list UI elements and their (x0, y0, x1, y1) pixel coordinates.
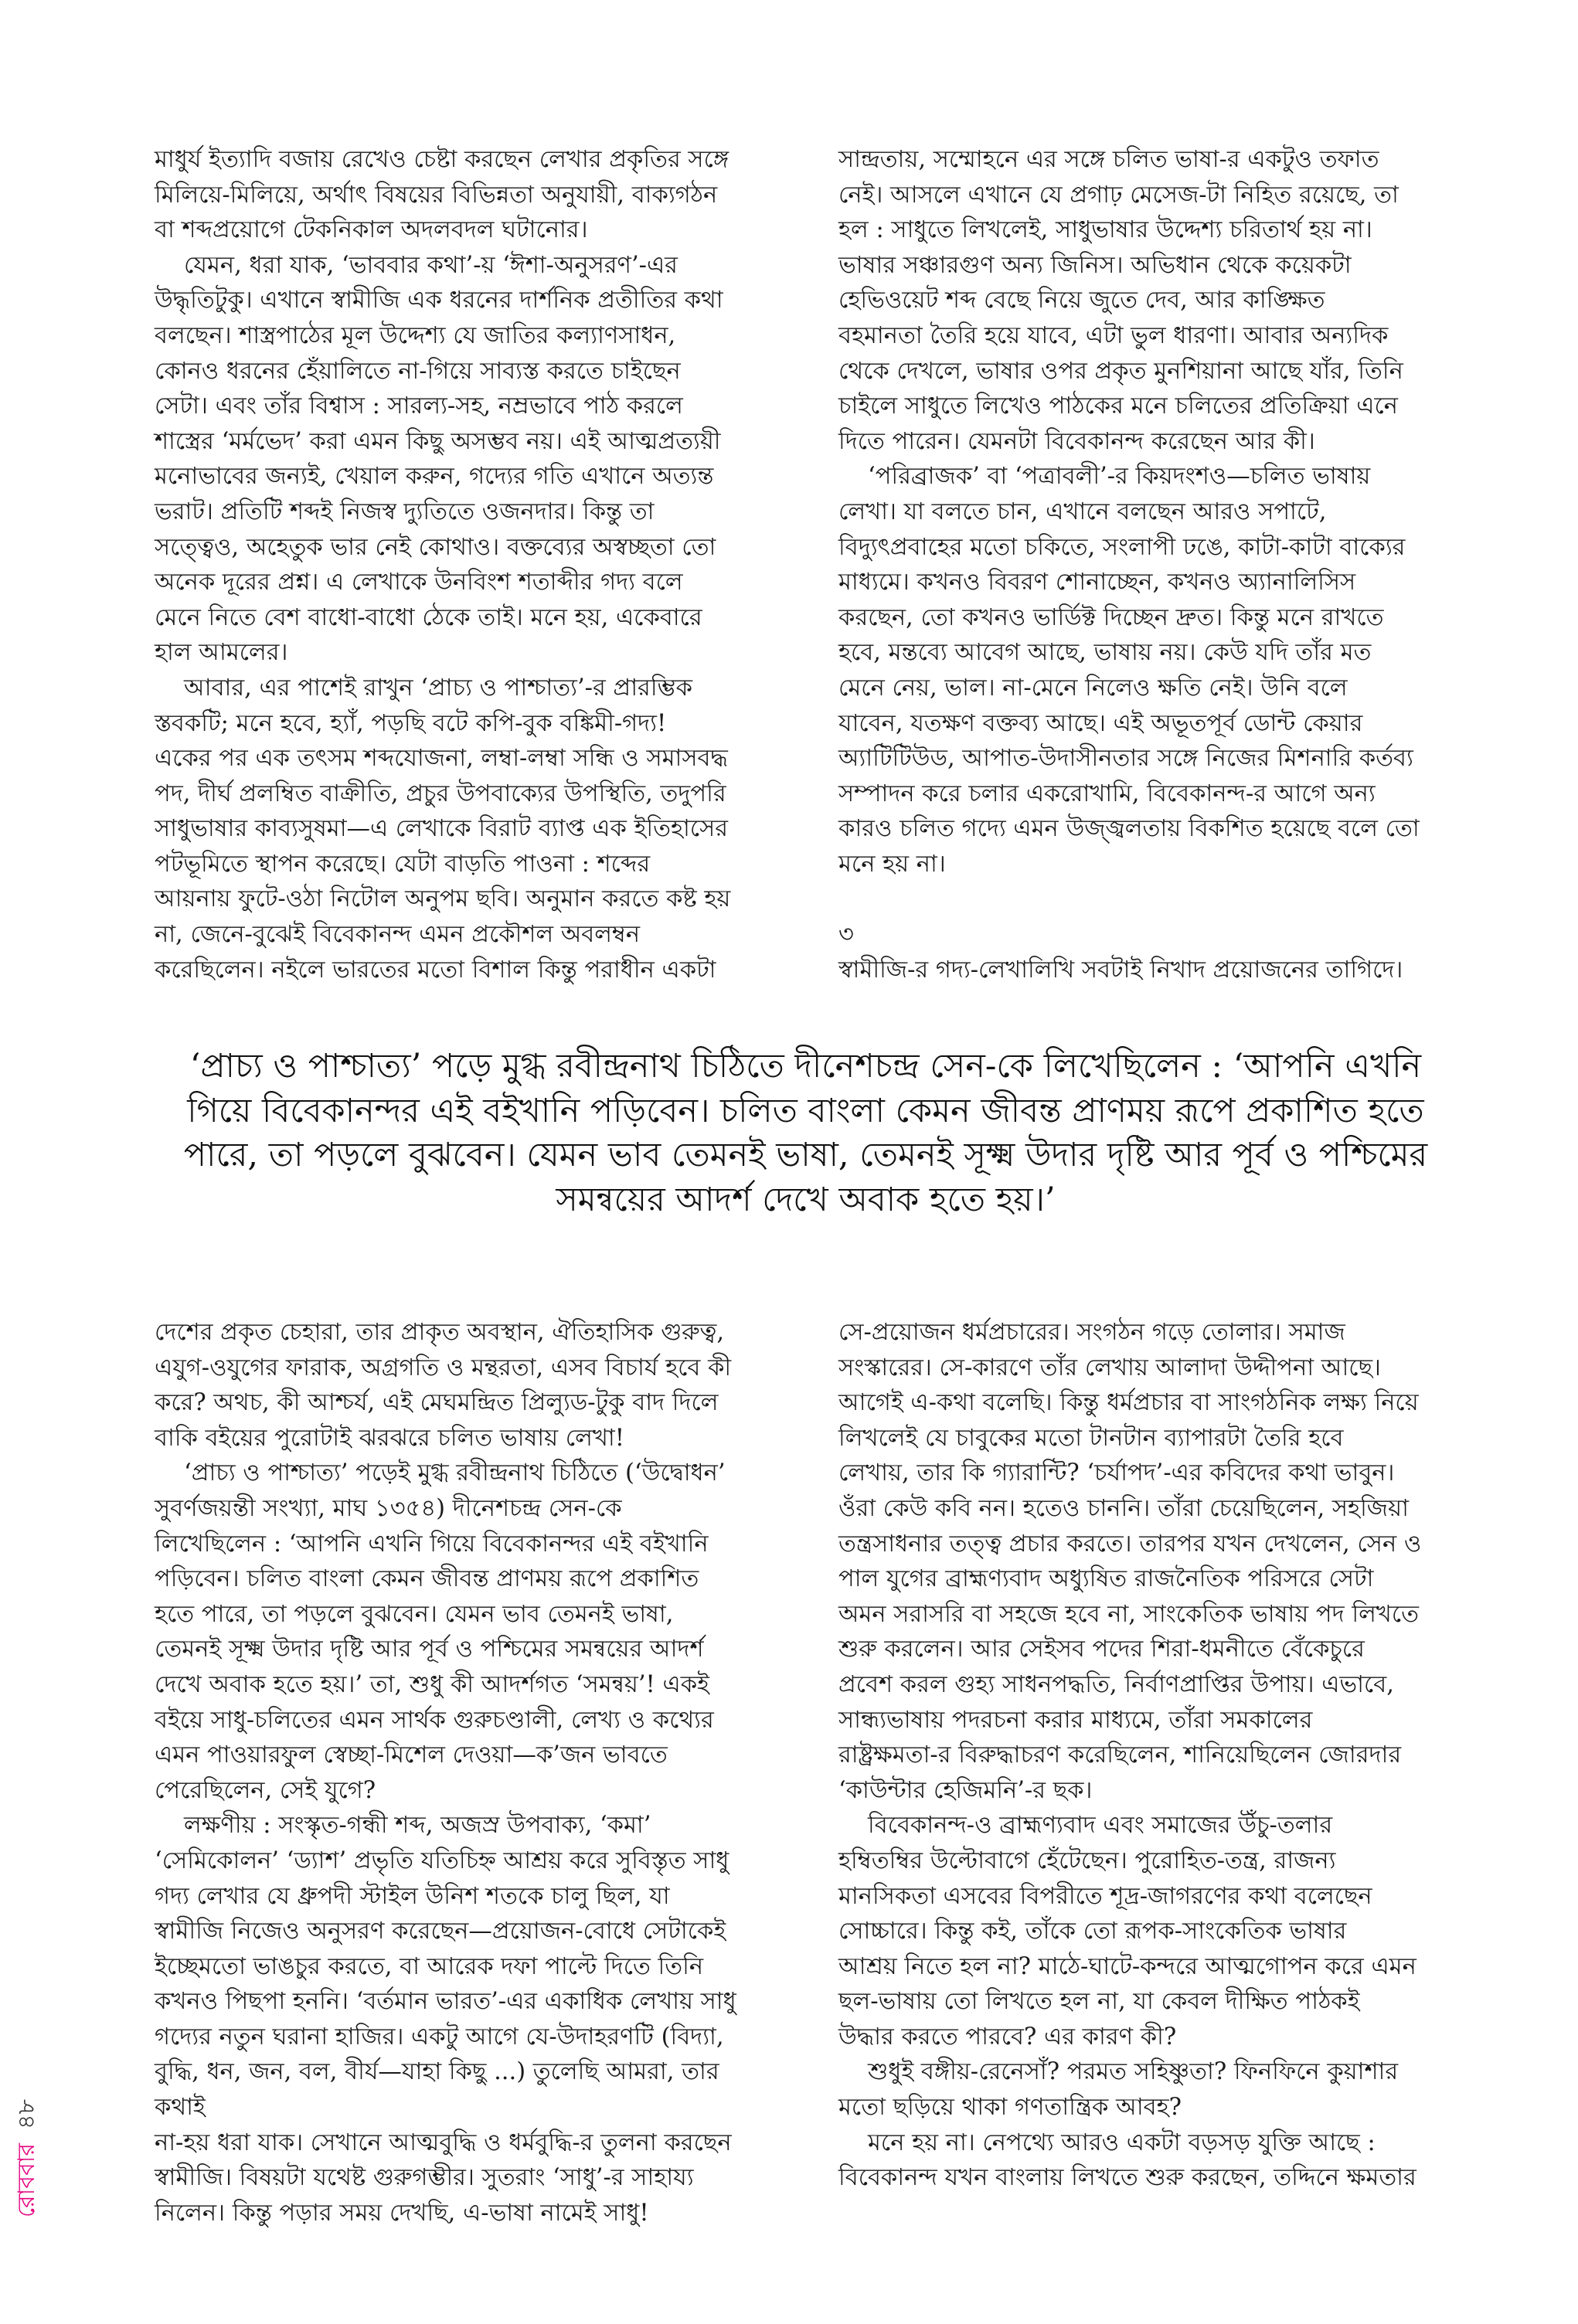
text-line: হম্বিতম্বির উল্টোবাগে হেঁটেছেন। পুরোহিত-তন্ত্র, রাজন্য (838, 1847, 1336, 1874)
text-line: গদ্য লেখার যে ধ্রুপদী স্টাইল উনিশ শতকে চালু ছিল, যা (155, 1882, 670, 1910)
pull-quote-line: পারে, তা পড়লে বুঝবেন। যেমন ভাব তেমনই ভাষা, তেমনই সূক্ষ্ম উদার দৃষ্টি আর পূর্ব ও পশ্চিমের (183, 1136, 1428, 1174)
magazine-name: রোববার (13, 2143, 40, 2217)
text-line: কখনও পিছপা হননি। ‘বর্তমান ভারত’-এর একাধিক লেখায় সাধু (155, 1988, 736, 2016)
text-line: সোচ্চারে। কিন্তু কই, তাঁকে তো রূপক-সাংকেতিক ভাষার (838, 1918, 1347, 1945)
text-line: নিলেন। কিন্তু পড়ার সময় দেখছি, এ-ভাষা নামেই সাধু! (155, 2199, 649, 2227)
text-line: মাধ্যমে। কখনও বিবরণ শোনাচ্ছেন, কখনও অ্যানালিসিস (838, 569, 1356, 596)
article-column-top-left (155, 142, 773, 987)
text-line: ‘সেমিকোলন’ ‘ড্যাশ’ প্রভৃতি যতিচিহ্ন আশ্রয় করে সুবিস্তৃত সাধু (155, 1847, 729, 1874)
text-line: সম্পাদন করে চলার একরোখামি, বিবেকানন্দ-র আগে অন্য (838, 780, 1376, 807)
text-line: বুদ্ধি, ধন, জন, বল, বীর্য—যাহা কিছু ...) তুলেছি আমরা, তার কথাই (155, 2058, 719, 2122)
text-line: করে? অথচ, কী আশ্চর্য, এই মেঘমন্দ্রিত প্রিল্যুড-টুকু বাদ দিলে (155, 1389, 719, 1417)
text-line: ‘প্রাচ্য ও পাশ্চাত্য’ পড়েই মুগ্ধ রবীন্দ্রনাথ চিঠিতে (‘উদ্বোধন’ (184, 1459, 726, 1487)
text-line: না-হয় ধরা যাক। সেখানে আত্মবুদ্ধি ও ধর্মবুদ্ধি-র তুলনা করছেন (155, 2129, 732, 2156)
article-column-bottom-right (838, 1315, 1457, 2196)
text-line: উদ্ধৃতিটুকু। এখানে স্বামীজি এক ধরনের দার্শনিক প্রতীতির কথা (155, 287, 723, 314)
text-line: লক্ষণীয় : সংস্কৃত-গন্ধী শব্দ, অজস্র উপবাক্য, ‘কমা’ (184, 1812, 651, 1840)
text-line: শুরু করলেন। আর সেইসব পদের শিরা-ধমনীতে বেঁকেচুরে (838, 1636, 1365, 1663)
text-line: সুবর্ণজয়ন্তী সংখ্যা, মাঘ ১৩৫৪) দীনেশচন্দ্র সেন-কে (155, 1494, 622, 1522)
text-line: যাবেন, যতক্ষণ বক্তব্য আছে। এই অভূতপূর্ব ডোন্ট কেয়ার (838, 709, 1363, 737)
text-line: হাল আমলের। (155, 639, 288, 667)
text-line: লিখলেই যে চাবুকের মতো টানটান ব্যাপারটা তৈরি হবে (838, 1424, 1344, 1452)
text-line: শুধুই বঙ্গীয়-রেনেসাঁ? পরমত সহিষ্ণুতা? ফিনফিনে কুয়াশার (868, 2058, 1399, 2086)
text-line: বলছেন। শাস্ত্রপাঠের মূল উদ্দেশ্য যে জাতির কল্যাণসাধন, (155, 321, 676, 349)
text-line: সংস্কারের। সে-কারণে তাঁর লেখায় আলাদা উদ্দীপনা আছে। (838, 1354, 1381, 1381)
text-line: আয়নায় ফুটে-ওঠা নিটোল অনুপম ছবি। অনুমান করতে কষ্ট হয় (155, 885, 731, 913)
text-line: মেনে নেয়, ভাল। না-মেনে নিলেও ক্ষতি নেই। উনি বলে (838, 674, 1348, 702)
text-line: মাধুর্য ইত্যাদি বজায় রেখেও চেষ্টা করছেন লেখার প্রকৃতির সঙ্গে (155, 146, 729, 173)
text-line: বিদ্যুৎপ্রবাহের মতো চকিতে, সংলাপী ঢঙে, কাটা-কাটা বাক্যের (838, 533, 1406, 561)
text-line: মনোভাবের জন্যই, খেয়াল করুন, গদ্যের গতি এখানে অত্যন্ত (155, 463, 714, 491)
text-line: দেশের প্রকৃত চেহারা, তার প্রাকৃত অবস্থান, ঐতিহাসিক গুরুত্ব, (155, 1319, 725, 1346)
text-line: ছল-ভাষায় তো লিখতে হল না, যা কেবল দীক্ষিত পাঠকই (838, 1988, 1360, 2016)
text-line: একের পর এক তৎসম শব্দযোজনা, লম্বা-লম্বা সন্ধি ও সমাসবদ্ধ (155, 745, 728, 773)
text-line: মনে হয় না। নেপথ্যে আরও একটা বড়সড় যুক্তি আছে : (868, 2129, 1376, 2156)
text-line: লেখা। যা বলতে চান, এখানে বলছেন আরও সপাটে, (838, 498, 1327, 525)
text-line: মিলিয়ে-মিলিয়ে, অর্থাৎ বিষয়ের বিভিন্নতা অনুযায়ী, বাক্যগঠন (155, 181, 718, 209)
section-gap (838, 882, 1457, 917)
page-number: ৪৮ (13, 2099, 40, 2130)
text-line: ইচ্ছেমতো ভাঙচুর করতে, বা আরেক দফা পাল্টে দিতে তিনি (155, 1952, 704, 1980)
text-line: হল : সাধুতে লিখলেই, সাধুভাষার উদ্দেশ্য চরিতার্থ হয় না। (838, 216, 1372, 244)
text-line: বিবেকানন্দ-ও ব্রাহ্মণ্যবাদ এবং সমাজের উঁচু-তলার (868, 1812, 1333, 1840)
text-line: স্বামীজি নিজেও অনুসরণ করেছেন—প্রয়োজন-বোধে সেটাকেই (155, 1918, 726, 1945)
text-line: নেই। আসলে এখানে যে প্রগাঢ় মেসেজ-টা নিহিত রয়েছে, তা (838, 181, 1399, 209)
text-line: সান্ধ্যভাষায় পদরচনা করার মাধ্যমে, তাঁরা সমকালের (838, 1706, 1313, 1734)
text-line: সেটা। এবং তাঁর বিশ্বাস : সারল্য-সহ, নম্রভাবে পাঠ করলে (155, 392, 683, 420)
text-line: থেকে দেখলে, ভাষার ওপর প্রকৃত মুনশিয়ানা আছে যাঁর, তিনি (838, 357, 1403, 385)
text-line: মতো ছড়িয়ে থাকা গণতান্ত্রিক আবহ? (838, 2094, 1182, 2122)
text-line: মানসিকতা এসবের বিপরীতে শূদ্র-জাগরণের কথা বলেছেন (838, 1882, 1372, 1910)
text-line: এযুগ-ওযুগের ফারাক, অগ্রগতি ও মন্থরতা, এসব বিচার্য হবে কী (155, 1354, 732, 1381)
text-line: কারও চলিত গদ্যে এমন উজ্জ্বলতায় বিকশিত হয়েছে বলে তো (838, 815, 1420, 843)
text-line: ‘কাউন্টার হেজিমনি’-র ছক। (838, 1776, 1093, 1804)
text-line: সাধুভাষার কাব্যসুষমা—এ লেখাকে বিরাট ব্যাপ্ত এক ইতিহাসের (155, 815, 729, 843)
text-line: দেখে অবাক হতে হয়।’ তা, শুধু কী আদর্শগত ‘সমন্বয়’! একই (155, 1670, 709, 1698)
section-number: ৩ (838, 921, 854, 949)
article-column-bottom-left (155, 1315, 773, 2231)
pull-quote-line: ‘প্রাচ্য ও পাশ্চাত্য’ পড়ে মুগ্ধ রবীন্দ্রনাথ চিঠিতে দীনেশচন্দ্র সেন-কে লিখেছিলেন : ‘আপনি এখনি (189, 1047, 1422, 1086)
text-line: শাস্ত্রের ‘মর্মভেদ’ করা এমন কিছু অসম্ভব নয়। এই আত্মপ্রত্যয়ী (155, 427, 721, 455)
article-column-top-right (838, 142, 1457, 987)
text-line: সে-প্রয়োজন ধর্মপ্রচারের। সংগঠন গড়ে তোলার। সমাজ (838, 1319, 1345, 1346)
text-line: তন্ত্রসাধনার তত্ত্ব প্রচার করতে। তারপর যখন দেখলেন, সেন ও (838, 1530, 1422, 1558)
text-line: হেভিওয়েট শব্দ বেছে নিয়ে জুতে দেব, আর কাঙ্ক্ষিত (838, 287, 1325, 314)
text-line: ‘পরিব্রাজক’ বা ‘পত্রাবলী’-র কিয়দংশও—চলিত ভাষায় (868, 463, 1371, 491)
pull-quote (155, 1045, 1457, 1222)
text-line: বা শব্দপ্রয়োগে টেকনিকাল অদলবদল ঘটানোর। (155, 216, 588, 244)
text-line: ভরাট। প্রতিটি শব্দই নিজস্ব দ্যুতিতে ওজনদার। কিন্তু তা (155, 498, 655, 525)
text-line: পাল যুগের ব্রাহ্মণ্যবাদ অধ্যুষিত রাজনৈতিক পরিসরে সেটা (838, 1565, 1374, 1593)
running-footer (8, 2099, 47, 2217)
text-line: এমন পাওয়ারফুল স্বেচ্ছা-মিশেল দেওয়া—ক’জন ভাবতে (155, 1741, 668, 1769)
text-line: লিখেছিলেন : ‘আপনি এখনি গিয়ে বিবেকানন্দর এই বইখানি (155, 1530, 709, 1558)
text-line: পটভূমিতে স্থাপন করেছে। যেটা বাড়তি পাওনা : শব্দের (155, 850, 651, 878)
text-line: কোনও ধরনের হেঁয়ালিতে না-গিয়ে সাব্যস্ত করতে চাইছেন (155, 357, 681, 385)
text-line: পদ, দীর্ঘ প্রলম্বিত বাক্রীতি, প্রচুর উপবাক্যের উপস্থিতি, তদুপরি (155, 780, 726, 807)
text-line: আগেই এ-কথা বলেছি। কিন্তু ধর্মপ্রচার বা সাংগঠনিক লক্ষ্য নিয়ে (838, 1389, 1419, 1417)
pull-quote-line: সমন্বয়ের আদর্শ দেখে অবাক হতে হয়।’ (556, 1180, 1056, 1219)
text-line: উদ্ধার করতে পারবে? এর কারণ কী? (838, 2023, 1177, 2050)
text-line: চাইলে সাধুতে লিখেও পাঠকের মনে চলিতের প্রতিক্রিয়া এনে (838, 392, 1398, 420)
text-line: আশ্রয় নিতে হল না? মাঠে-ঘাটে-কন্দরে আত্মগোপন করে এমন (838, 1952, 1416, 1980)
text-line: আবার, এর পাশেই রাখুন ‘প্রাচ্য ও পাশ্চাত্য’-র প্রারম্ভিক (184, 674, 693, 702)
text-line: বিবেকানন্দ যখন বাংলায় লিখতে শুরু করছেন, তদ্দিনে ক্ষমতার (838, 2164, 1416, 2192)
text-line: তেমনই সূক্ষ্ম উদার দৃষ্টি আর পূর্ব ও পশ্চিমের সমন্বয়ের আদর্শ (155, 1636, 704, 1663)
text-line: ভাষার সঞ্চারগুণ অন্য জিনিস। অভিধান থেকে কয়েকটা (838, 251, 1352, 279)
text-line: বইয়ে সাধু-চলিতের এমন সার্থক গুরুচণ্ডালী, লেখ্য ও কথ্যের (155, 1706, 714, 1734)
text-line: হতে পারে, তা পড়লে বুঝবেন। যেমন ভাব তেমনই ভাষা, (155, 1600, 674, 1628)
text-line: পড়িবেন। চলিত বাংলা কেমন জীবন্ত প্রাণময় রূপে প্রকাশিত (155, 1565, 699, 1593)
text-line: বাকি বইয়ের পুরোটাই ঝরঝরে চলিত ভাষায় লেখা! (155, 1424, 625, 1452)
text-line: পেরেছিলেন, সেই যুগে? (155, 1776, 376, 1804)
text-line: যেমন, ধরা যাক, ‘ভাববার কথা’-য় ‘ঈশা-অনুসরণ’-এর (184, 251, 678, 279)
text-line: দিতে পারেন। যেমনটা বিবেকানন্দ করেছেন আর কী। (838, 427, 1315, 455)
text-line: করেছিলেন। নইলে ভারতের মতো বিশাল কিন্তু পরাধীন একটা (155, 956, 716, 984)
text-line: স্তবকটি; মনে হবে, হ্যাঁ, পড়ছি বটে কপি-বুক বঙ্কিমী-গদ্য! (155, 709, 667, 737)
text-line: রাষ্ট্রক্ষমতা-র বিরুদ্ধাচরণ করেছিলেন, শানিয়েছিলেন জোরদার (838, 1741, 1402, 1769)
text-line: মনে হয় না। (838, 850, 946, 878)
text-line: স্বামীজি। বিষয়টা যথেষ্ট গুরুগম্ভীর। সুতরাং ‘সাধু’-র সাহায্য (155, 2164, 694, 2192)
text-line: ওঁরা কেউ কবি নন। হতেও চাননি। তাঁরা চেয়েছিলেন, সহজিয়া (838, 1494, 1409, 1522)
text-line: অমন সরাসরি বা সহজে হবে না, সাংকেতিক ভাষায় পদ লিখতে (838, 1600, 1419, 1628)
text-line: হবে, মন্তব্যে আবেগ আছে, ভাষায় নয়। কেউ যদি তাঁর মত (838, 639, 1372, 667)
text-line: করছেন, তো কখনও ভার্ডিক্ট দিচ্ছেন দ্রুত। কিন্তু মনে রাখতে (838, 603, 1384, 631)
text-line: মেনে নিতে বেশ বাধো-বাধো ঠেকে তাই। মনে হয়, একেবারে (155, 603, 702, 631)
text-line: সত্ত্বেও, অহেতুক ভার নেই কোথাও। বক্তব্যের অস্বচ্ছতা তো (155, 533, 716, 561)
text-line: গদ্যের নতুন ঘরানা হাজির। একটু আগে যে-উদাহরণটি (বিদ্যা, (155, 2023, 724, 2050)
text-line: সান্দ্রতায়, সম্মোহনে এর সঙ্গে চলিত ভাষা-র একটুও তফাত (838, 146, 1379, 173)
pull-quote-line: গিয়ে বিবেকানন্দর এই বইখানি পড়িবেন। চলিত বাংলা কেমন জীবন্ত প্রাণময় রূপে প্রকাশিত হতে (187, 1091, 1424, 1130)
text-line: স্বামীজি-র গদ্য-লেখালিখি সবটাই নিখাদ প্রয়োজনের তাগিদে। (838, 956, 1403, 984)
text-line: অনেক দূরের প্রশ্ন। এ লেখাকে উনবিংশ শতাব্দীর গদ্য বলে (155, 569, 683, 596)
text-line: না, জেনে-বুঝেই বিবেকানন্দ এমন প্রকৌশল অবলম্বন (155, 921, 641, 949)
text-line: অ্যাটিটিউড, আপাত-উদাসীনতার সঙ্গে নিজের মিশনারি কর্তব্য (838, 745, 1413, 773)
text-line: প্রবেশ করল গুহ্য সাধনপদ্ধতি, নির্বাণপ্রাপ্তির উপায়। এভাবে, (838, 1670, 1394, 1698)
text-line: লেখায়, তার কি গ্যারান্টি? ‘চর্যাপদ’-এর কবিদের কথা ভাবুন। (838, 1459, 1395, 1487)
text-line: বহমানতা তৈরি হয়ে যাবে, এটা ভুল ধারণা। আবার অন্যদিক (838, 321, 1389, 349)
